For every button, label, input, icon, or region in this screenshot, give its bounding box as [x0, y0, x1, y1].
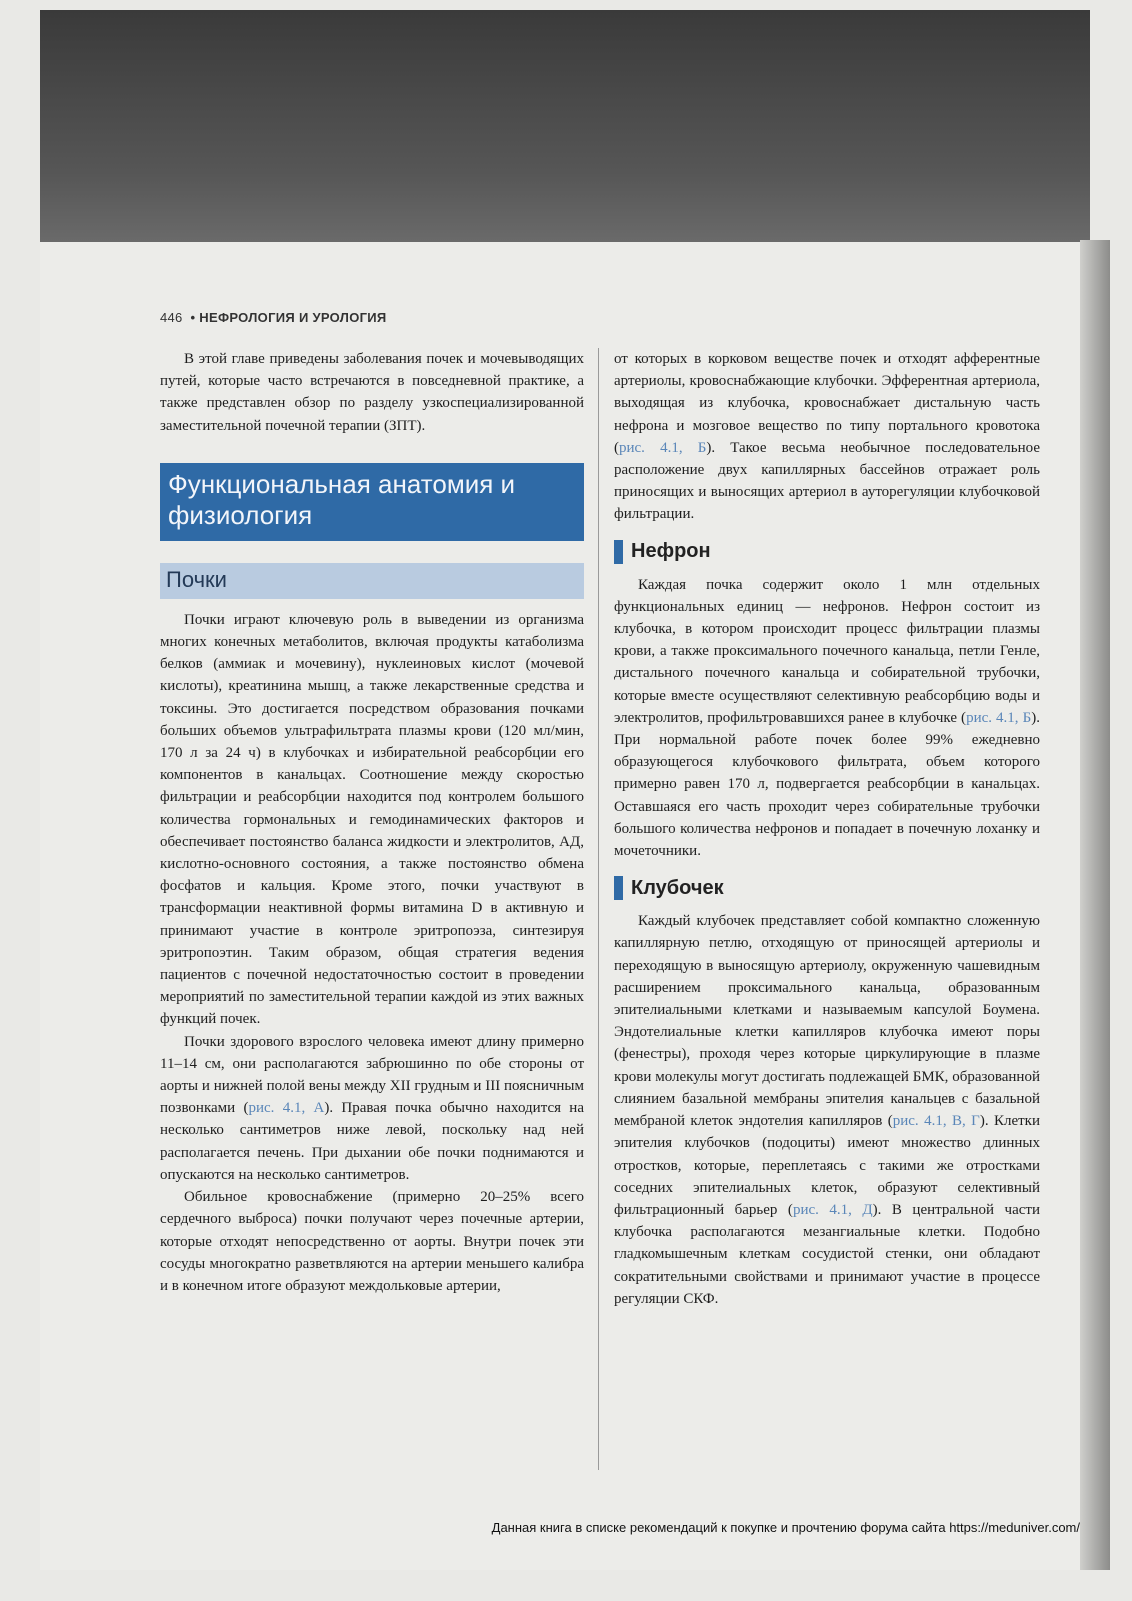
figure-reference-link[interactable]: рис. 4.1, Д: [792, 1201, 873, 1218]
nephron-heading: [614, 540, 1040, 564]
continued-paragraph: [614, 348, 1040, 526]
page-number: 446: [160, 310, 183, 325]
chapter-heading: Функциональная анатомия и физиология: [160, 463, 584, 541]
text-run: ). В центральной части клубочка располагаются мезангиальные клетки. Подобно гладкомышечным клеткам сосудистой стенки, они обладают сократительными свойствами и принимают участие в процессе регуляции СКФ.: [614, 1201, 1040, 1307]
text-run: от которых в корковом веществе почек и отходят афферентные артериолы, кровоснабжающие клубочки. Эфферентная артериола, выходящая из клубочка, кровоснабжает дистальную часть нефрона и мозговое вещество по типу портального кровотока (: [614, 351, 1040, 456]
scan-top-shadow: [40, 10, 1090, 242]
footer-notice: Данная книга в списке рекомендаций к покупке и прочтению форума сайта https://meduniver.com/: [491, 1520, 1080, 1535]
nephron-paragraph: [614, 574, 1040, 863]
running-header: [160, 310, 387, 325]
text-run: Почки здорового взрослого человека имеют длину примерно 11–14 см, они располагаются забрюшинно по обе стороны от аорты и нижней полой вены между XII грудным и III поясничным позвонками (: [160, 1033, 584, 1117]
bullet-icon: •: [190, 310, 196, 325]
heading-bar-icon: [614, 876, 623, 900]
column-divider: [598, 348, 599, 1470]
nephron-heading-text: Нефрон: [631, 540, 711, 563]
glomerulus-paragraph: [614, 910, 1040, 1310]
kidneys-paragraph-1: Почки играют ключевую роль в выведении из организма многих конечных метаболитов, включая продукты катаболизма белков (аммиак и мочевину), нуклеиновых кислот (мочевой кислоты), креатинина мышц, а также лекарственные средства и токсины. Это достигается посредством образования почками больших объемов ультрафильтрата плазмы крови (120 мл/мин, 170 л за 24 ч) в клубочках и избирательной реабсорбции его компонентов в канальцах. Соотношение между скоростью фильтрации и реабсорбции находится под контролем большого количества гормональных и гемодинамических факторов и обеспечивает постоянство баланса жидкости и электролитов, АД, кислотно-основного состояния, а также постоянство обмена фосфатов и кальция. Кроме этого, почки участвуют в трансформации неактивной формы витамина D в активную и принимают участие в контроле эритропоэза, синтезируя эритропоэтин. Таким образом, общая стратегия ведения пациентов с почечной недостаточностью состоит в проведении мероприятий по заместительной терапии каждой из этих важных функций почек.: [160, 611, 584, 1028]
text-run: ). Такое весьма необычное последовательное расположение двух капиллярных бассейнов отражает роль приносящих и выносящих артериол в ауторегуляции клубочковой фильтрации.: [614, 439, 1040, 523]
glomerulus-heading: [614, 876, 1040, 900]
section-heading: Почки: [160, 563, 584, 599]
figure-reference-link[interactable]: рис. 4.1, Б: [619, 439, 707, 456]
text-run: Каждый клубочек представляет собой компактно сложенную капиллярную петлю, отходящую от приносящей артериолы и переходящую в выносящую артериолу, окруженную чашевидным расширением проксимального канальца, образованным эпителиальными клетками и называемым капсулой Боумена. Эндотелиальные клетки капилляров клубочка имеют поры (фенестры), проходя через которые циркулирующие в плазме крови молекулы могут достигать подлежащей БМК, образованной слиянием базальной мембраны эпителия канальцев с базальной мембраной клеток эндотелия капилляров (: [614, 913, 1040, 1130]
text-run: ). Правая почка обычно находится на несколько сантиметров ниже левой, поскольку над ней располагается печень. При дыхании обе почки поднимаются и опускаются на несколько сантиметров.: [160, 1100, 584, 1183]
text-run: ). Клетки эпителия клубочков (подоциты) имеют множество длинных отростков, которые, переплетаясь с такими же отростками соседних эпителиальных клеток, образуют селективный фильтрационный барьер (: [614, 1113, 1040, 1218]
left-column: [160, 348, 584, 1297]
heading-bar-icon: [614, 540, 623, 564]
intro-paragraph: В этой главе приведены заболевания почек и мочевыводящих путей, которые часто встречаются в повседневной практике, а также представлен обзор по разделу узкоспециализированной заместительной почечной терапии (ЗПТ).: [160, 351, 584, 434]
glomerulus-heading-text: Клубочек: [631, 876, 724, 899]
kidneys-paragraph-2: [160, 1031, 584, 1186]
figure-reference-link[interactable]: рис. 4.1, Б: [966, 709, 1032, 726]
figure-reference-link[interactable]: рис. 4.1, А: [248, 1100, 325, 1117]
running-title: НЕФРОЛОГИЯ И УРОЛОГИЯ: [199, 310, 387, 325]
text-run: Каждая почка содержит около 1 млн отдельных функциональных единиц — нефронов. Нефрон состоит из клубочка, в котором происходит процесс фильтрации плазмы крови, а также проксимального почечного канальца, петли Генле, дистального почечного канальца и собирательной трубочки, которые вместе осуществляют селективную реабсорбцию воды и электролитов, профильтровавшихся ранее в клубочке (: [614, 576, 1040, 726]
kidneys-paragraph-3: Обильное кровоснабжение (примерно 20–25% всего сердечного выброса) почки получают через почечные артерии, которые отходят непосредственно от аорты. Внутри почек эти сосуды многократно разветвляются на артерии меньшего калибра и в конечном итоге образуют междольковые артерии,: [160, 1189, 584, 1294]
right-column: [614, 348, 1040, 1310]
text-run: ). При нормальной работе почек более 99% ежедневно образующегося клубочкового фильтрата, объем которого примерно равен 170 л, подвергается реабсорбции в канальцах. Оставшаяся его часть проходит через собирательные трубочки большого количества нефронов и попадает в почечную лоханку и мочеточники.: [614, 709, 1040, 860]
scan-gutter-shadow: [1080, 240, 1110, 1570]
figure-reference-link[interactable]: рис. 4.1, В, Г: [892, 1113, 980, 1130]
